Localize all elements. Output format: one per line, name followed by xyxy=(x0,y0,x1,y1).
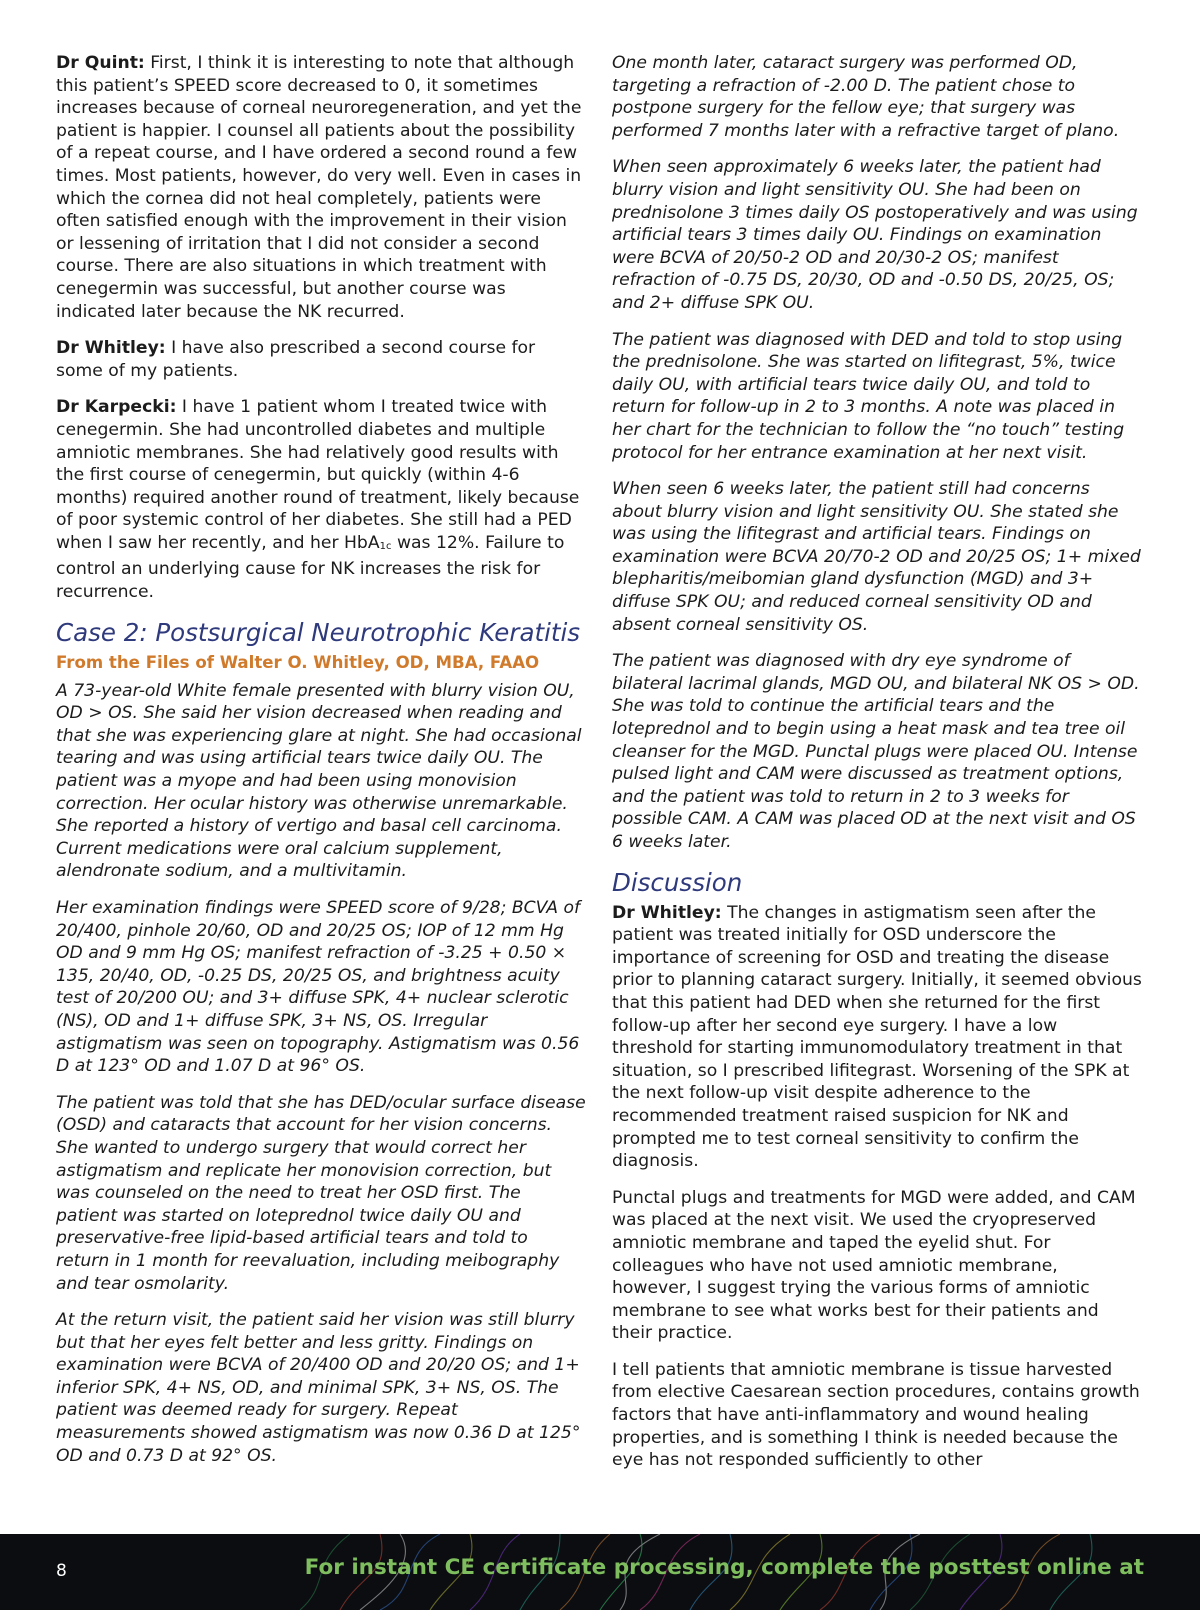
case-paragraph-ded-diagnosis: The patient was diagnosed with DED and told to stop using the prednisolone. She was started on lifitegrast, 5%, twice daily OU, with artificial tears twice daily OU, and told to return for follow-up in 2 to 3 months. A note was placed in her chart for the technician to follow the “no touch” testing protocol for her entrance examination at her next visit. xyxy=(612,329,1125,463)
footer-cta-text: For instant CE certificate processing, complete the posttest online at xyxy=(304,1555,1144,1580)
case-paragraph-nk-diagnosis: The patient was diagnosed with dry eye syndrome of bilateral lacrimal glands, MGD OU, and bilateral NK OS > OD. She was told to continue the artificial tears and the loteprednol and to begin using a heat mask and tea tree oil cleanser for the MGD. Punctal plugs were placed OU. Intense pulsed light and CAM were discussed as treatment options, and the patient was told to return in 2 to 3 weeks for possible CAM. A CAM was placed OD at the next visit and OS 6 weeks later. xyxy=(612,651,1140,852)
case-paragraph-presentation: A 73-year-old White female presented with blurry vision OU, OD > OS. She said her vision decreased when reading and that she was experiencing glare at night. She had occasional tearing and was using artificial tears twice daily OU. The patient was a myope and had been using monovision correction. Her ocular history was otherwise unremarkable. She reported a history of vertigo and basal cell carcinoma. Current medications were oral calcium supplement, alendronate sodium, and a multivitamin. xyxy=(56,680,582,882)
case-paragraph-exam-findings: Her examination findings were SPEED score of 9/28; BCVA of 20/400, pinhole 20/60, OD and 20/25 OS; IOP of 12 mm Hg OD and 9 mm Hg OS; manifest refraction of -3.25 + 0.50 × 135, 20/40, OD, -0.25 DS, 20/25 OS, and brightness acuity test of 20/200 OU; and 3+ diffuse SPK, 4+ nuclear sclerotic (NS), OD and 1+ diffuse SPK, 3+ NS, OS. Irregular astigmatism was seen on topography. Astigmatism was 0.56 D at 123° OD and 1.07 D at 96° OS. xyxy=(56,898,581,1077)
speaker-name: Dr Whitley: xyxy=(56,338,166,359)
case-paragraph-followup: When seen 6 weeks later, the patient still had concerns about blurry vision and light sensitivity OU. She stated she was using the lifitegrast and artificial tears. Findings on examination were BCVA 20/70-2 OD and 20/25 OS; 1+ mixed blepharitis/meibomian gland dysfunction (MGD) and 3+ diffuse SPK OU; and reduced corneal sensitivity OD and absent corneal sensitivity OS. xyxy=(612,479,1141,635)
hba1c-subscript: 1c xyxy=(379,540,392,552)
discussion-paragraph-1 xyxy=(612,902,1142,1173)
case-paragraph-surgery: One month later, cataract surgery was performed OD, targeting a refraction of -2.00 D. The patient chose to postpone surgery for the fellow eye; that surgery was performed 7 months later with a refractive target of plano. xyxy=(612,53,1120,141)
paragraph-text: The changes in astigmatism seen after the patient was treated initially for OSD underscore the importance of screening for OSD and treating the disease prior to planning cataract surgery. Initially, it seemed obvious that this patient had DED when she returned for the first follow-up after her second eye surgery. I have a low threshold for starting immunomodulatory treatment in that situation, so I prescribed lifitegrast. Worsening of the SPK at the next follow-up visit despite adherence to the recommended treatment raised suspicion for NK and prompted me to test corneal sensitivity to confirm the diagnosis. xyxy=(612,902,1142,1172)
paragraph-text: I have 1 patient whom I treated twice with cenegermin. She had uncontrolled diabetes and multiple amniotic membranes. She had relatively good results with the first course of cenegermin, but quickly (within 4-6 months) required another round of treatment, likely because of poor systemic control of her diabetes. She still had a PED when I saw her recently, and her HbA xyxy=(56,397,580,553)
discussion-heading: Discussion xyxy=(612,867,743,897)
discussion-paragraph-3: I tell patients that amniotic membrane is tissue harvested from elective Caesarean section procedures, contains growth factors that have anti-inflammatory and wound healing properties, and is something I think is needed because the eye has not responded sufficiently to other xyxy=(612,1359,1140,1471)
page-number: 8 xyxy=(56,1561,67,1581)
speaker-name: Dr Whitley: xyxy=(612,902,722,923)
case-2-byline: From the Files of Walter O. Whitley, OD, MBA, FAAO xyxy=(56,652,540,672)
speaker-name: Dr Karpecki: xyxy=(56,397,177,418)
speaker-name: Dr Quint: xyxy=(56,53,145,73)
paragraph-text: was 12%. Failure to control an underlying cause for NK increases the risk for recurrence. xyxy=(56,532,565,603)
case-paragraph-diagnosis: The patient was told that she has DED/ocular surface disease (OSD) and cataracts that account for her vision concerns. She wanted to undergo surgery that would correct her astigmatism and replicate her monovision correction, but was counseled on the need to treat her OSD first. The patient was started on loteprednol twice daily OU and preservative-free lipid-based artificial tears and told to return in 1 month for reevaluation, including meibography and tear osmolarity. xyxy=(56,1092,586,1294)
case-paragraph-return-visit: At the return visit, the patient said her vision was still blurry but that her eyes felt better and less gritty. Findings on examination were BCVA of 20/400 OD and 20/20 OS; and 1+ inferior SPK, 4+ NS, OD, and minimal SPK, 3+ NS, OS. The patient was deemed ready for surgery. Repeat measurements showed astigmatism was now 0.36 D at 125° OD and 0.73 D at 92° OS. xyxy=(56,1310,581,1466)
left-column xyxy=(56,52,586,1481)
case-2-heading: Case 2: Postsurgical Neurotrophic Keratitis xyxy=(56,617,581,647)
paragraph-text: I have also prescribed a second course for some of my patients. xyxy=(56,338,536,381)
paragraph-dr-karpecki xyxy=(56,396,586,603)
page-footer xyxy=(0,1534,1200,1610)
paragraph-text: First, I think it is interesting to note that although this patient’s SPEED score decreased to 0, it sometimes increases because of corneal neuroregeneration, and yet the patient is happier. I counsel all patients about the possibility of a repeat course, and I have ordered a second round a few times. Most patients, however, do very well. Even in cases in which the cornea did not heal completely, patients were often satisfied enough with the improvement in their vision or lessening of irritation that I did not consider a second course. There are also situations in which treatment with cenegermin was successful, but another course was indicated later because the NK recurred. xyxy=(56,53,582,322)
right-column xyxy=(612,52,1142,1486)
paragraph-dr-quint xyxy=(56,52,586,323)
discussion-paragraph-2: Punctal plugs and treatments for MGD were added, and CAM was placed at the next visit. We used the cryopreserved amniotic membrane and taped the eyelid shut. For colleagues who have not used amniotic membrane, however, I suggest trying the various forms of amniotic membrane to see what works best for their patients and their practice. xyxy=(612,1187,1136,1344)
paragraph-dr-whitley xyxy=(56,337,586,382)
case-paragraph-6-weeks-postop: When seen approximately 6 weeks later, the patient had blurry vision and light sensitivity OU. She had been on prednisolone 3 times daily OS postoperatively and was using artificial tears 3 times daily OU. Findings on examination were BCVA of 20/50-2 OD and 20/30-2 OS; manifest refraction of -0.75 DS, 20/30, OD and -0.50 DS, 20/25, OS; and 2+ diffuse SPK OU. xyxy=(612,157,1138,313)
